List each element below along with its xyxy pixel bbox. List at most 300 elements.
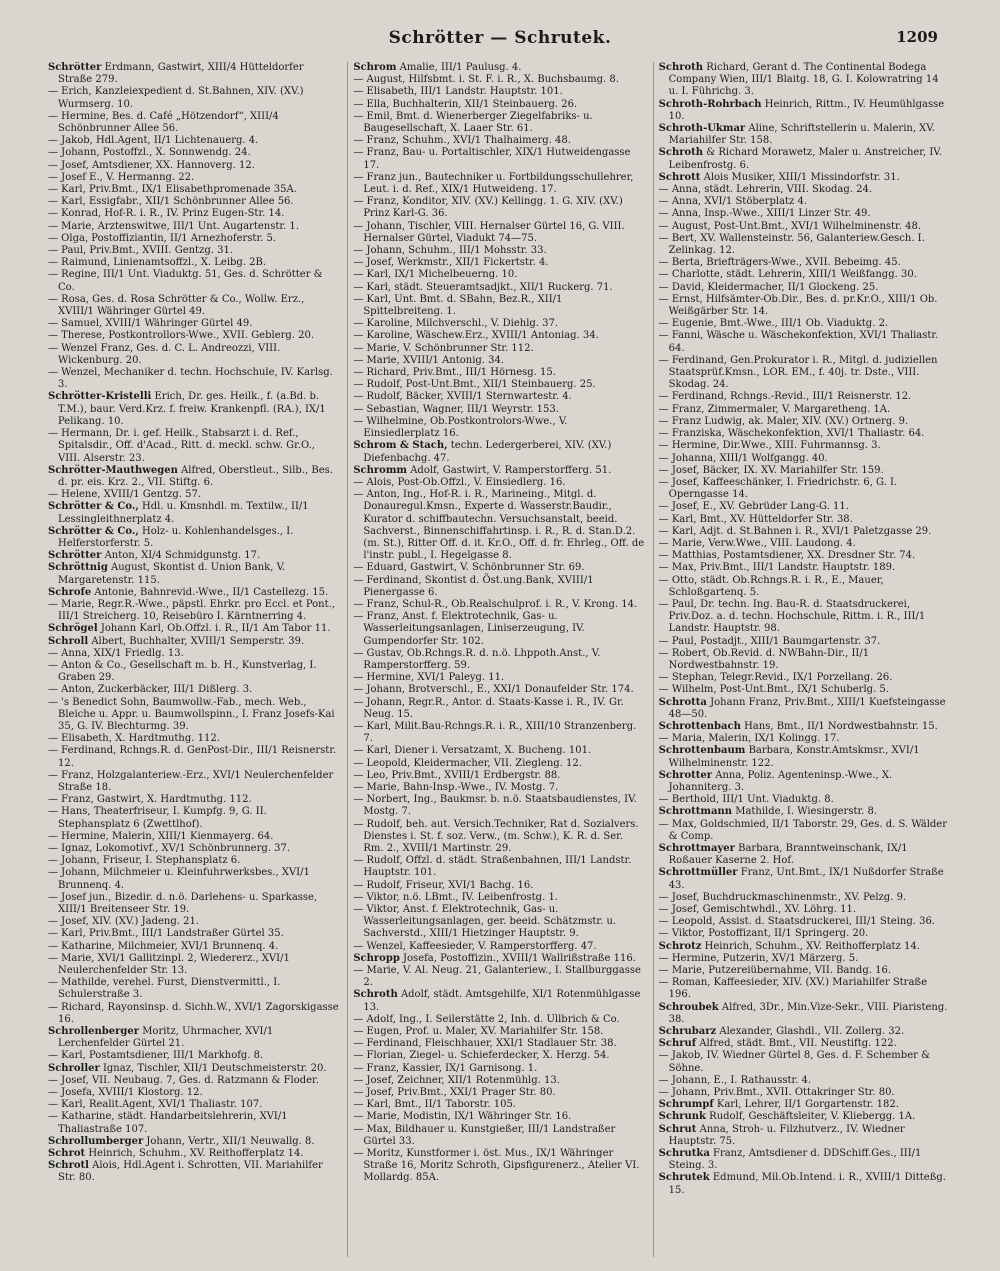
entry-details: — Anna, XIX/1 Friedlg. 13. — [48, 647, 184, 659]
page-header — [0, 28, 1000, 58]
directory-entry — [353, 1063, 644, 1075]
entry-details: — Erich, Kanzleiexpedient d. St.Bahnen, XIV. (XV.) Wurmserg. 10. — [48, 86, 304, 110]
directory-entry — [353, 782, 644, 794]
entry-details: — Johann, Brotverschl., E., XXI/1 Donaufelder Str. 174. — [353, 684, 634, 696]
directory-entry — [48, 343, 339, 367]
entry-details: Heinrich, Schuhm., XV. Reithofferplatz 14. — [704, 940, 920, 952]
entry-details: — August, Hilfsbmt. i. St. F. i. R., X. Buchsbaumg. 8. — [353, 74, 619, 86]
entry-details: Rudolf, Geschäftsleiter, V. Kliebergg. 1A. — [709, 1111, 916, 1123]
entry-details: Franz, Amtsdiener d. DDSchiff.Ges., III/1 Steing. 3. — [668, 1148, 922, 1172]
entry-details: — Marie, Modistin, IX/1 Währinger Str. 16. — [353, 1111, 572, 1123]
directory-entry — [48, 648, 339, 660]
directory-entry — [659, 892, 950, 904]
entry-details: — Anton & Co., Gesellschaft m. b. H., Kunstverlag, I. Graben 29. — [48, 659, 317, 684]
directory-entry — [48, 221, 339, 233]
directory-entry — [48, 465, 339, 489]
directory-entry — [48, 196, 339, 208]
entry-details: — Josef, Gemischtwhdl., XV. Löhrg. 11. — [658, 904, 857, 916]
entry-details: Johann, Vertr., XII/1 Neuwallg. 8. — [146, 1135, 315, 1147]
directory-entry — [48, 1002, 339, 1026]
directory-entry — [353, 86, 644, 98]
entry-details: — Karl, IX/1 Michelbeuerng. 10. — [353, 269, 518, 281]
entry-surname: Schrunk — [658, 1111, 706, 1123]
directory-entry — [48, 501, 339, 525]
directory-entry — [48, 526, 339, 550]
directory-entry — [353, 575, 644, 599]
entry-details: — Wenzel Franz, Ges. d. C. L. Andreozzi, VIII. Wickenburg. 20. — [48, 342, 281, 366]
entry-details: — Franz, Bau- u. Portaltischler, XIX/1 Hutweidengasse 17. — [353, 147, 631, 171]
directory-entry — [659, 904, 950, 916]
directory-entry — [48, 636, 339, 648]
directory-entry — [659, 172, 950, 184]
entry-details: — Franz jun., Bautechniker u. Fortbildungsschullehrer, Leut. i. d. Ref., XIX/1 Hutweideng. 17. — [353, 171, 634, 196]
entry-details: Amalie, III/1 Paulusg. 4. — [399, 62, 522, 73]
entry-details: — Florian, Ziegel- u. Schieferdecker, X. Herzg. 54. — [353, 1050, 610, 1062]
directory-entry — [353, 62, 644, 74]
entry-details: — Josef, Werkmstr., XII/1 Fickertstr. 4. — [353, 257, 549, 269]
directory-entry — [659, 514, 950, 526]
directory-entry — [659, 477, 950, 501]
directory-entry — [353, 477, 644, 489]
directory-entry — [659, 355, 950, 392]
entry-details: Mathilde, I. Wiesingerstr. 8. — [735, 806, 878, 818]
entry-details: — Berthold, III/1 Unt. Viaduktg. 8. — [658, 794, 834, 806]
directory-entry — [48, 928, 339, 940]
entry-surname: Schrötter-Mauthwegen — [48, 464, 178, 476]
entry-details: — Roman, Kaffeesieder, XIV. (XV.) Mariahilfer Straße 196. — [658, 977, 928, 1001]
directory-entry — [659, 1026, 950, 1038]
entry-details: — Wenzel, Kaffeesieder, V. Ramperstorfferg. 47. — [353, 940, 597, 952]
directory-entry — [353, 416, 644, 440]
directory-entry — [353, 318, 644, 330]
entry-surname: Schrötter-Kristelli — [48, 391, 152, 403]
directory-entry — [353, 1038, 644, 1050]
entry-details: — August, Post-Unt.Bmt., XVI/1 Wilhelminenstr. 48. — [658, 220, 921, 232]
entry-details: Franz, Unt.Bmt., IX/1 Nußdorfer Straße 43. — [668, 867, 944, 891]
directory-entry — [353, 648, 644, 672]
entry-details: — Johann, Friseur, I. Stephansplatz 6. — [48, 855, 241, 867]
entry-details: Barbara, Branntweinschank, IX/1 Roßauer Kaserne 2. Hof. — [668, 843, 908, 867]
entry-details: — Johanna, XIII/1 Wolfgangg. 40. — [658, 452, 828, 464]
directory-entry — [353, 819, 644, 856]
entry-details: Alois, Hdl.Agent i. Schrotten, VII. Mariahilfer Str. 80. — [58, 1160, 323, 1184]
entry-details: Alfred, 3Dr., Min.Vize-Sekr., VIII. Piaristeng. 38. — [668, 1001, 948, 1025]
entry-details: Adolf, städt. Amtsgehilfe, XI/1 Rotenmühlgasse 13. — [363, 989, 641, 1013]
directory-entry — [353, 1075, 644, 1087]
directory-entry — [659, 770, 950, 794]
entry-details: Alfred, Oberstleut., Silb., Bes. d. pr. eis. Krz. 2., VII. Stiftg. 6. — [58, 464, 333, 488]
entry-details: — Josef, E., XV. Gebrüder Lang-G. 11. — [658, 501, 849, 513]
entry-details: — Josef, Kaffeeschänker, I. Friedrichstr. 6, G. I. Operngasse 14. — [658, 476, 898, 501]
entry-details: — Marie, XVIII/1 Antonig. 34. — [353, 354, 505, 366]
directory-entry — [659, 867, 950, 891]
entry-details: — Jakob, Hdl.Agent, II/1 Lichtenauerg. 4. — [48, 135, 259, 147]
directory-entry — [659, 269, 950, 281]
entry-surname: Schrofe — [48, 586, 92, 598]
entry-details: — Robert, Ob.Revid. d. NWBahn-Dir., II/1 Nordwestbahnstr. 19. — [658, 647, 870, 671]
directory-entry — [659, 745, 950, 769]
entry-details: — Marie, Bahn-Insp.-Wwe., IV. Mostg. 7. — [353, 781, 559, 793]
directory-entry — [48, 916, 339, 928]
directory-entry — [659, 404, 950, 416]
entry-details: — Olga, Postoffiziantin, II/1 Arnezhoferstr. 5. — [48, 232, 277, 244]
directory-entry — [48, 831, 339, 843]
directory-entry — [48, 1087, 339, 1099]
entry-details: — Otto, städt. Ob.Rchngs.R. i. R., E., Mauer, Schloßgartenq. 5. — [658, 574, 884, 598]
directory-entry — [48, 660, 339, 684]
directory-entry — [659, 526, 950, 538]
directory-entry — [659, 953, 950, 965]
entry-details: — Katharine, Milchmeier, XVI/1 Brunnenq. 4. — [48, 940, 279, 952]
entry-details: — Karl, Realit.Agent, XVI/1 Thaliastr. 107. — [48, 1099, 263, 1111]
entry-surname: Schrötter & Co., — [48, 501, 139, 513]
entry-details: — Josef jun., Bizedir. d. n.ö. Darlehens- u. Sparkasse, XIII/1 Breitenseer Str. 19. — [48, 891, 318, 916]
entry-details: — Franz Ludwig, ak. Maler, XIV. (XV.) Ortnerg. 9. — [658, 415, 909, 427]
entry-surname: Schrut — [658, 1123, 697, 1135]
entry-details: Alexander, Glashdl., VII. Zollerg. 32. — [719, 1026, 905, 1038]
entry-details: — Karl, Unt. Bmt. d. SBahn, Bez.R., XII/1 Spittelbreiteng. 1. — [353, 293, 563, 318]
entry-details: Richard, Gerant d. The Continental Bodega Company Wien, III/1 Blaitg. 18, G. I. Kolowratring 14 u. I. Führichg. 3. — [668, 62, 939, 98]
entry-details: Josefa, Postoffizin., XVIII/1 Wallrißstraße 116. — [403, 952, 636, 964]
entry-details: Hdl. u. Kmsnhdl. m. Textilw., II/1 Lessingleithnerplatz 4. — [58, 501, 309, 525]
entry-details: — Viktor, n.ö. LBmt., IV. Leibenfrostg. 1. — [353, 891, 558, 903]
entry-surname: Schrubarz — [658, 1026, 717, 1038]
entry-details: — Josef, Bäcker, IX. XV. Mariahilfer Str. 159. — [658, 464, 884, 476]
entry-details: — Ferdinand, Fleischhauer, XXI/1 Stadlauer Str. 38. — [353, 1038, 617, 1050]
directory-entry — [353, 794, 644, 818]
directory-entry — [353, 953, 644, 965]
directory-entry — [353, 221, 644, 245]
entry-details: — Marie, XVI/1 Gallitzinpl. 2, Wiedererz., XVI/1 Neulerchenfelder Str. 13. — [48, 952, 290, 977]
entry-surname: Schrom — [353, 62, 397, 73]
directory-entry — [659, 941, 950, 953]
directory-entry — [659, 977, 950, 1001]
directory-entry — [659, 916, 950, 928]
directory-entry — [659, 294, 950, 318]
directory-entry — [353, 904, 644, 941]
entry-details: — Elisabeth, III/1 Landstr. Hauptstr. 101. — [353, 86, 563, 98]
directory-entry — [353, 989, 644, 1013]
directory-entry — [48, 745, 339, 769]
directory-entry — [48, 391, 339, 428]
entry-details: — Eugenie, Bmt.-Wwe., III/1 Ob. Viaduktg. 2. — [658, 318, 889, 330]
entry-details: — Johann, Priv.Bmt., XVII. Ottakringer Str. 80. — [658, 1087, 895, 1099]
entry-details: — Moritz, Kunstformer i. öst. Mus., IX/1 Währinger Straße 16, Moritz Schroth, Gipsfigurenerz., Atelier VI. Mollardg. 85A. — [353, 1148, 640, 1184]
entry-surname: Schrötter — [48, 550, 102, 562]
entry-details: — Franz, Schuhm., XVI/1 Thalhaimerg. 48. — [353, 135, 571, 147]
entry-details: — Rudolf, Friseur, XVI/1 Bachg. 16. — [353, 879, 534, 891]
entry-details: — Anna, Insp.-Wwe., XIII/1 Linzer Str. 49. — [658, 208, 871, 220]
directory-entry — [48, 1136, 339, 1148]
directory-entry — [659, 330, 950, 354]
directory-entry — [48, 111, 339, 135]
directory-entry — [48, 733, 339, 745]
directory-entry — [48, 843, 339, 855]
directory-entry — [48, 1111, 339, 1135]
entry-details: — Josef, XIV. (XV.) Jadeng. 21. — [48, 916, 200, 928]
entry-details: Erich, Dr. ges. Heilk., f. (a.Bd. b. T.M.), baur. Verd.Krz. f. freiw. Krankenpfl. (RA.), IX/1 Pelikang. 10. — [58, 391, 326, 427]
entry-surname: Schrott — [658, 171, 701, 183]
directory-entry — [659, 599, 950, 636]
directory-entry — [659, 1148, 950, 1172]
entry-details: — Franz, Holzgalanteriew.-Erz., XVI/1 Neulerchenfelder Straße 18. — [48, 769, 334, 793]
directory-entry — [353, 941, 644, 953]
directory-entry — [659, 62, 950, 99]
directory-entry — [48, 489, 339, 501]
entry-details: — Marie, Regr.R.-Wwe., päpstl. Ehrkr. pro Eccl. et Pont., III/1 Streicherg. 10, Reisebüro I. Kärntnerring 4. — [48, 598, 335, 623]
entry-details: — Raimund, Linienamtsoffzl., X. Leibg. 2B. — [48, 257, 267, 269]
column-middle — [347, 62, 644, 1257]
entry-details: — Paul, Priv.Bmt., XVIII. Gentzg. 31. — [48, 245, 233, 257]
directory-entry — [659, 257, 950, 269]
entry-details: — Viktor, Anst. f. Elektrotechnik, Gas- u. Wasserleitungsanlagen, ger. beeid. Schätzmstr. u. Sachverstd., XIII/1 Hietzinger Hauptstr. 9. — [353, 904, 617, 940]
directory-entry — [48, 1026, 339, 1050]
directory-entry — [659, 123, 950, 147]
directory-entry — [48, 770, 339, 794]
entry-details: — Karoline, Wäschew.Erz., XVIII/1 Antoniag. 34. — [353, 330, 599, 342]
directory-entry — [659, 147, 950, 171]
directory-entry — [48, 684, 339, 696]
directory-entry — [48, 892, 339, 916]
entry-details: — Adolf, Ing., I. Seilerstätte 2, Inh. d. Ullbrich & Co. — [353, 1013, 620, 1025]
directory-entry — [659, 453, 950, 465]
directory-entry — [659, 550, 950, 562]
entry-details: Moritz, Uhrmacher, XVI/1 Lerchenfelder Gürtel 21. — [58, 1026, 274, 1050]
directory-entry — [48, 294, 339, 318]
entry-surname: Schrom & Stach, — [353, 440, 448, 452]
entry-details: — Wilhelm, Post-Unt.Bmt., IX/1 Schuberlg. 5. — [658, 684, 889, 696]
directory-entry — [353, 599, 644, 611]
entry-details: Karl, Lehrer, II/1 Gorgartenstr. 182. — [716, 1099, 899, 1111]
directory-entry — [659, 733, 950, 745]
entry-details: — Leo, Priv.Bmt., XVIII/1 Erdbergstr. 88. — [353, 769, 561, 781]
entry-details: — Marie, V. Al. Neug. 21, Galanteriew., I. Stallburggasse 2. — [353, 965, 641, 989]
entry-details: — Franz, Kassier, IX/1 Garnisong. 1. — [353, 1062, 538, 1074]
column-left — [48, 62, 339, 1257]
directory-entry — [659, 99, 950, 123]
entry-details: — Ferdinand, Rchngs.-Revid., III/1 Reisnerstr. 12. — [658, 391, 912, 403]
entry-details: Heinrich, Rittm., IV. Heumühlgasse 10. — [668, 98, 945, 122]
entry-surname: Schrottenbach — [658, 720, 741, 732]
entry-details: — Franz, Konditor, XIV. (XV.) Kellingg. 1. G. XIV. (XV.) Prinz Karl-G. 36. — [353, 196, 623, 220]
directory-entry — [659, 1099, 950, 1111]
entry-surname: Schrotter — [658, 769, 713, 781]
directory-entry — [353, 758, 644, 770]
directory-entry — [659, 806, 950, 818]
directory-entry — [48, 269, 339, 293]
entry-details: — Matthias, Postamtsdiener, XX. Dresdner Str. 74. — [658, 550, 916, 562]
entry-details: — Leopold, Kleidermacher, VII. Ziegleng. 12. — [353, 757, 582, 769]
entry-details: — Richard, Priv.Bmt., III/1 Hörnesg. 15. — [353, 367, 556, 379]
directory-entry — [48, 233, 339, 245]
entry-surname: Schrutek — [658, 1172, 710, 1184]
directory-entry — [48, 208, 339, 220]
entry-details: — Paul, Postadjt., XIII/1 Baumgartenstr. 37. — [658, 635, 881, 647]
entry-details: — Karl, Bmt., XV. Hütteldorfer Str. 38. — [658, 513, 853, 525]
entry-details: — Anna, XVI/1 Stöberplatz 4. — [658, 196, 808, 208]
entry-details: — Wilhelmine, Ob.Postkontrolors-Wwe., V. Einsiedlerplatz 16. — [353, 415, 568, 440]
entry-details: Anna, Stroh- u. Filzhutverz., IV. Wiedner Hauptstr. 75. — [668, 1123, 905, 1147]
entry-details: — Anton, Ing., Hof-R. i. R., Marineing., Mitgl. d. Donauregul.Kmsn., Experte d. Wasserstr.Baudir., Kurator d. schiffbautechn. Versuchsanstalt, beeid. Sachverst., Binnenschiffahrtinsp. i. R., R. d. Stan.D.2. (m. St.), Ritter Off. d. it. Kr.O., Off. d. fr. Ehrleg., Off. de l'instr. publ., I. Hegelgasse 8. — [353, 489, 645, 562]
directory-entry — [48, 941, 339, 953]
entry-details: — Josef, VII. Neubaug. 7, Ges. d. Ratzmann & Floder. — [48, 1074, 319, 1086]
entry-details: — Jakob, IV. Wiedner Gürtel 8, Ges. d. F. Schember & Söhne. — [658, 1050, 930, 1074]
entry-details: — Regine, III/1 Unt. Viaduktg. 51, Ges. d. Schrötter & Co. — [48, 269, 323, 293]
directory-entry — [659, 672, 950, 684]
directory-entry — [48, 1099, 339, 1111]
entry-details: — Konrad, Hof-R. i. R., IV. Prinz Eugen-Str. 14. — [48, 208, 285, 220]
entry-details: Erdmann, Gastwirt, XIII/4 Hütteldorfer Straße 279. — [58, 62, 304, 86]
entry-details: — Max, Priv.Bmt., III/1 Landstr. Hauptstr. 189. — [658, 562, 896, 574]
directory-entry — [353, 99, 644, 111]
entry-details: — Samuel, XVIII/1 Währinger Gürtel 49. — [48, 318, 253, 330]
directory-entry — [48, 794, 339, 806]
directory-entry — [48, 318, 339, 330]
entry-surname: Schroll — [48, 635, 89, 647]
directory-entry — [659, 648, 950, 672]
directory-entry — [659, 636, 950, 648]
entry-details: — Josef, Amtsdiener, XX. Hannoverg. 12. — [48, 159, 255, 171]
entry-surname: Schroth — [658, 62, 704, 73]
entry-details: — Ferdinand, Skontist d. Öst.ung.Bank, XVIII/1 Pienergasse 6. — [353, 574, 594, 598]
entry-details: — Norbert, Ing., Baukmsr. b. n.ö. Staatsbaudienstes, IV. Mostg. 7. — [353, 794, 637, 818]
entry-details: Adolf, Gastwirt, V. Ramperstorfferg. 51. — [410, 464, 612, 476]
entry-details: — Katharine, städt. Handarbeitslehrerin, XVI/1 Thaliastraße 107. — [48, 1111, 288, 1135]
directory-entry — [353, 172, 644, 196]
entry-details: Alfred, städt. Bmt., VII. Neustiftg. 122. — [699, 1038, 897, 1050]
directory-entry — [353, 770, 644, 782]
directory-entry — [353, 294, 644, 318]
directory-entry — [353, 367, 644, 379]
directory-entry — [353, 1050, 644, 1062]
entry-surname: Schrötter & Co., — [48, 525, 139, 537]
entry-details: — Ignaz, Lokomotivf., XV/1 Schönbrunnerg. 37. — [48, 843, 291, 854]
entry-surname: Schrot — [48, 1148, 86, 1160]
directory-entry — [48, 62, 339, 86]
directory-entry — [48, 599, 339, 623]
entry-details: Albert, Buchhalter, XVIII/1 Semperstr. 39. — [91, 635, 305, 647]
entry-details: Holz- u. Kohlenhandelsges., I. Helferstorferstr. 5. — [58, 525, 294, 549]
entry-details: — Hermine, Dir.Wwe., XIII. Fuhrmannsg. 3. — [658, 440, 881, 452]
entry-details: — Karl, Essigfabr., XII/1 Schönbrunner Allee 56. — [48, 196, 294, 208]
entry-details: — Rudolf, beh. aut. Versich.Techniker, Rat d. Sozialvers. Dienstes i. St. f. soz. Verw., (m. Schw.), K. R. d. Ser. Rm. 2., XVIII/1 Martinstr. 29. — [353, 818, 639, 854]
entry-details: — Johann, E., I. Rathausstr. 4. — [658, 1074, 812, 1086]
directory-entry — [659, 1087, 950, 1099]
directory-entry — [353, 1148, 644, 1185]
entry-details: — Marie, Arztenswitwe, III/1 Unt. Augartenstr. 1. — [48, 220, 299, 232]
directory-entry — [353, 965, 644, 989]
directory-entry — [353, 355, 644, 367]
entry-details: — Franz, Gastwirt, X. Hardtmuthg. 112. — [48, 794, 252, 806]
page-number: 1209 — [896, 28, 938, 46]
entry-details: — Rudolf, Bäcker, XVIII/1 Sternwartestr. 4. — [353, 391, 572, 403]
directory-entry — [353, 245, 644, 257]
directory-entry — [48, 806, 339, 830]
directory-entry — [48, 977, 339, 1001]
entry-details: — Johann, Postoffzl., X. Sonnwendg. 24. — [48, 147, 251, 159]
directory-entry — [353, 465, 644, 477]
directory-entry — [659, 843, 950, 867]
directory-entry — [353, 196, 644, 220]
entry-surname: Schroth — [353, 989, 398, 1001]
entry-details: — Gustav, Ob.Rchngs.R. d. n.ö. Lhppoth.Anst., V. Ramperstorfferg. 59. — [353, 647, 601, 671]
directory-entry — [353, 1026, 644, 1038]
entry-surname: Schrutka — [658, 1148, 710, 1160]
entry-details: — Josefa, XVIII/1 Klostorg. 12. — [48, 1087, 203, 1099]
entry-details: August, Skontist d. Union Bank, V. Margaretenstr. 115. — [58, 562, 286, 586]
entry-details: — Bert, XV. Wallensteinstr. 56, Galanteriew.Gesch. I. Zelinkag. 12. — [658, 232, 925, 257]
directory-entry — [353, 1124, 644, 1148]
directory-entry — [659, 697, 950, 721]
entry-surname: Schrumpf — [658, 1099, 714, 1111]
entry-details: — Karl, Bmt., II/1 Taborstr. 105. — [353, 1099, 516, 1111]
entry-details: — Sebastian, Wagner, III/1 Weyrstr. 153. — [353, 403, 559, 415]
entry-surname: Schrögel — [48, 623, 98, 635]
entry-details: — David, Kleidermacher, II/1 Glockeng. 25. — [658, 281, 879, 293]
entry-details: — Karl, Diener i. Versatzamt, X. Bucheng. 101. — [353, 745, 592, 757]
entry-details: Edmund, Mil.Ob.Intend. i. R., XVIII/1 Ditteßg. 15. — [668, 1172, 946, 1196]
directory-entry — [659, 1172, 950, 1196]
directory-entry — [353, 672, 644, 684]
entry-details: Aline, Schriftstellerin u. Malerin, XV. Mariahilfer Str. 158. — [668, 123, 935, 147]
directory-entry — [353, 611, 644, 648]
entry-details: — Max, Bildhauer u. Kunstgießer, III/1 Landstraßer Gürtel 33. — [353, 1123, 616, 1147]
directory-entry — [659, 1075, 950, 1087]
entry-details: — Eugen, Prof. u. Maler, XV. Mariahilfer Str. 158. — [353, 1026, 604, 1038]
directory-entry — [353, 269, 644, 281]
entry-details: — Ernst, Hilfsämter-Ob.Dir., Bes. d. pr.Kr.O., XIII/1 Ob. Weißgärber Str. 14. — [658, 293, 938, 318]
entry-details: — Richard, Rayonsinsp. d. Sichh.W., XVI/1 Zagorskigasse 16. — [48, 1001, 339, 1025]
entry-surname: Schroth-Ukmar — [658, 123, 746, 135]
entry-details: — Paul, Dr. techn. Ing. Bau-R. d. Staatsdruckerei, Priv.Doz. a. d. techn. Hochschule, Rittm. i. R., III/1 Landstr. Hauptstr. 98. — [658, 598, 926, 635]
entry-details: — Johann, Tischler, VIII. Hernalser Gürtel 16, G. VIII. Hernalser Gürtel, Viadukt 74—75. — [353, 220, 625, 244]
entry-details: — Johann, Milchmeier u. Kleinfuhrwerksbes., XVI/1 Brunnenq. 4. — [48, 867, 310, 891]
entry-details: — Stephan, Telegr.Revid., IX/1 Porzellang. 26. — [658, 672, 893, 684]
directory-entry — [659, 440, 950, 452]
directory-entry — [659, 221, 950, 233]
directory-entry — [353, 855, 644, 879]
entry-surname: Schromm — [353, 464, 408, 476]
directory-entry — [353, 282, 644, 294]
directory-entry — [353, 697, 644, 721]
entry-surname: Schrottenbaum — [658, 745, 746, 757]
directory-entry — [353, 745, 644, 757]
entry-details: — Fanni, Wäsche u. Wäschekonfektion, XVI/1 Thaliastr. 64. — [658, 330, 939, 354]
directory-entry — [659, 208, 950, 220]
page-title: Schrötter — Schrutek. — [388, 28, 612, 48]
directory-entry — [48, 330, 339, 342]
directory-entry — [353, 330, 644, 342]
directory-entry — [48, 587, 339, 599]
entry-details: — Elisabeth, X. Hardtmuthg. 112. — [48, 733, 220, 745]
entry-surname: Schroth-Rohrbach — [658, 98, 762, 110]
entry-details: Heinrich, Schuhm., XV. Reithofferplatz 14. — [88, 1148, 304, 1160]
directory-entry — [353, 892, 644, 904]
directory-entry — [48, 184, 339, 196]
entry-details: — Marie, Verw.Wwe., VIII. Laudong. 4. — [658, 537, 856, 549]
entry-details: — Franz, Schul-R., Ob.Realschulprof. i. R., V. Krong. 14. — [353, 598, 638, 610]
entry-details: — Josef, Zeichner, XII/1 Rotenmühlg. 13. — [353, 1074, 560, 1086]
entry-details: — Emil, Bmt. d. Wienerberger Ziegelfabriks- u. Baugesellschaft, X. Laaer Str. 61. — [353, 110, 593, 135]
directory-entry — [48, 172, 339, 184]
directory-entry — [353, 880, 644, 892]
directory-entry — [48, 257, 339, 269]
entry-details: — Alois, Post-Ob.Offzl., V. Einsiedlerg. 16. — [353, 476, 566, 488]
entry-details: Johann Franz, Priv.Bmt., XIII/1 Kuefsteingasse 48—50. — [668, 696, 946, 720]
entry-details: — Karl, Adjt. d. St.Bahnen i. R., XVI/1 Paletzgasse 29. — [658, 525, 932, 537]
directory-entry — [353, 391, 644, 403]
directory-entry — [48, 697, 339, 734]
